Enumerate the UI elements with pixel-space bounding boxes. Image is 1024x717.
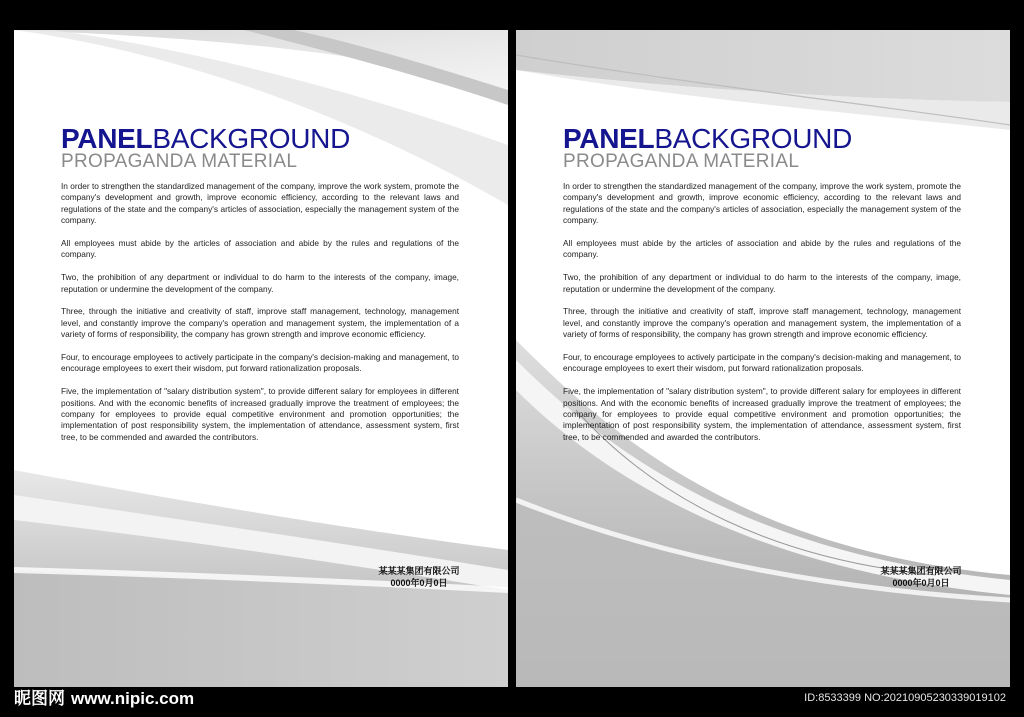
- page-subtitle: PROPAGANDA MATERIAL: [61, 151, 298, 172]
- date-text: 0000年0月0日: [892, 578, 950, 588]
- paragraph: All employees must abide by the articles of association and abide by the rules and regulations of the company.: [563, 238, 961, 260]
- company-name: 某某某集团有限公司: [378, 566, 460, 576]
- paragraph: In order to strengthen the standardized management of the company, improve the work system, promote the company's development and growth, improve economic efficiency, according to the relevant laws and regulations of the state and the company's articles of association, especially the management system of the company.: [61, 181, 459, 226]
- body-text: [61, 181, 459, 455]
- watermark-logo: [14, 687, 194, 711]
- title-bold-part: PANEL: [563, 123, 655, 154]
- company-signature: [364, 565, 474, 589]
- date-text: 0000年0月0日: [390, 578, 448, 588]
- title-bold-part: PANEL: [61, 123, 153, 154]
- flyer-panel-right: [516, 30, 1010, 687]
- watermark-url: www.nipic.com: [71, 689, 195, 708]
- paragraph: Three, through the initiative and creativity of staff, improve staff management, technology, management level, and constantly improve the company's operation and management system, the implementation of a variety of forms of responsibility, the company has grown strength and improve economic efficiency.: [61, 306, 459, 340]
- paragraph: Five, the implementation of "salary distribution system", to provide different salary for employees in different positions. And with the economic benefits of increased gradually improve the treatment of employees; the company for employees to provide equal competitive environment and promotion opportunities; the implementation of post responsibility system, the implementation of attendance, assessment system, first tree, to be commended and awarded the contributors.: [61, 386, 459, 442]
- paragraph: Three, through the initiative and creativity of staff, improve staff management, technology, management level, and constantly improve the company's operation and management system, the implementation of a variety of forms of responsibility, the company has grown strength and improve economic efficiency.: [563, 306, 961, 340]
- title-light-part: BACKGROUND: [654, 123, 853, 154]
- company-name: 某某某集团有限公司: [880, 566, 962, 576]
- page-title: [563, 124, 852, 154]
- paragraph: Five, the implementation of "salary distribution system", to provide different salary for employees in different positions. And with the economic benefits of increased gradually improve the treatment of employees; the company for employees to provide equal competitive environment and promotion opportunities; the implementation of post responsibility system, the implementation of attendance, assessment system, first tree, to be commended and awarded the contributors.: [563, 386, 961, 442]
- paragraph: All employees must abide by the articles of association and abide by the rules and regulations of the company.: [61, 238, 459, 260]
- page-title: [61, 124, 350, 154]
- title-light-part: BACKGROUND: [152, 123, 351, 154]
- flyer-panel-left: [14, 30, 508, 687]
- paragraph: Four, to encourage employees to actively participate in the company's decision-making and management, to encourage employees to exert their wisdom, put forward rationalization proposals.: [563, 352, 961, 374]
- page-subtitle: PROPAGANDA MATERIAL: [563, 151, 800, 172]
- body-text: [563, 181, 961, 455]
- image-id-text: ID:8533399 NO:20210905230339019102: [804, 692, 1006, 704]
- paragraph: Two, the prohibition of any department or individual to do harm to the interests of the company, image, reputation or undermine the development of the company.: [61, 272, 459, 294]
- paragraph: Two, the prohibition of any department or individual to do harm to the interests of the company, image, reputation or undermine the development of the company.: [563, 272, 961, 294]
- paragraph: In order to strengthen the standardized management of the company, improve the work system, promote the company's development and growth, improve economic efficiency, according to the relevant laws and regulations of the state and the company's articles of association, especially the management system of the company.: [563, 181, 961, 226]
- logo-text: 昵图网: [14, 689, 65, 708]
- paragraph: Four, to encourage employees to actively participate in the company's decision-making and management, to encourage employees to exert their wisdom, put forward rationalization proposals.: [61, 352, 459, 374]
- company-signature: [866, 565, 976, 589]
